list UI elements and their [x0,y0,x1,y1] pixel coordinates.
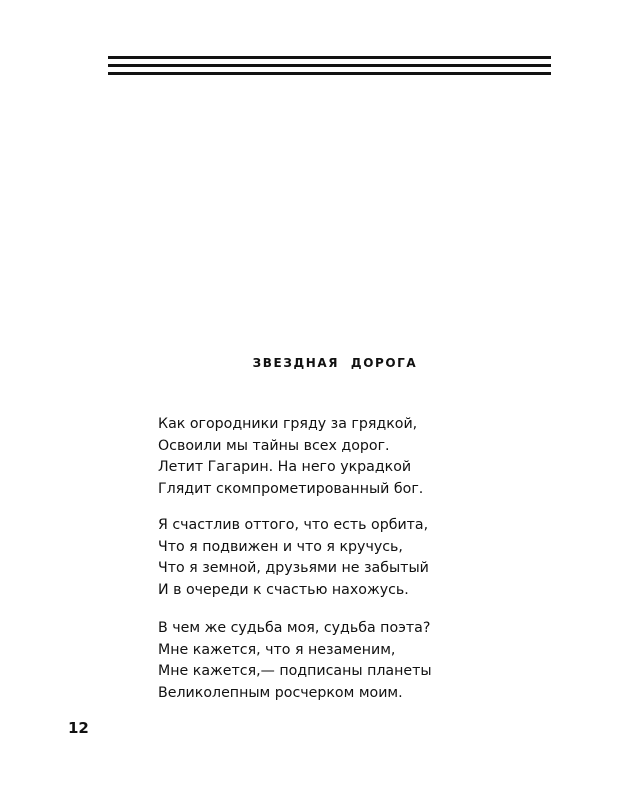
poem-line: Я счастлив оттого, что есть орбита, [158,517,429,533]
header-rule-top [108,56,551,59]
stanza-1 [158,414,578,500]
poem-line: Как огородники гряду за грядкой, [158,416,418,432]
poem-line: Летит Гагарин. На него украдкой [158,459,412,475]
poem-line: Мне кажется,— подписаны планеты [158,663,432,679]
poem-title: ЗВЕЗДНАЯ ДОРОГА [252,356,418,370]
poem-line: Мне кажется, что я незаменим, [158,641,396,658]
page-number: 12 [68,719,89,737]
poem-line: Что я подвижен и что я кручусь, [158,538,403,555]
stanza-2 [158,515,578,601]
poem-line: И в очереди к счастью нахожусь. [158,581,409,598]
poem-line: Глядит скомпрометированный бог. [158,480,424,497]
poem-line: В чем же судьба моя, судьба поэта? [158,620,431,636]
poem-line: Освоили мы тайны всех дорог. [158,437,390,454]
poem-line: Великолепным росчерком моим. [158,684,403,701]
header-rule-middle [108,64,551,67]
header-rule-bottom [108,72,551,75]
poem-line: Что я земной, друзьями не забытый [158,560,429,576]
stanza-3 [158,618,578,704]
